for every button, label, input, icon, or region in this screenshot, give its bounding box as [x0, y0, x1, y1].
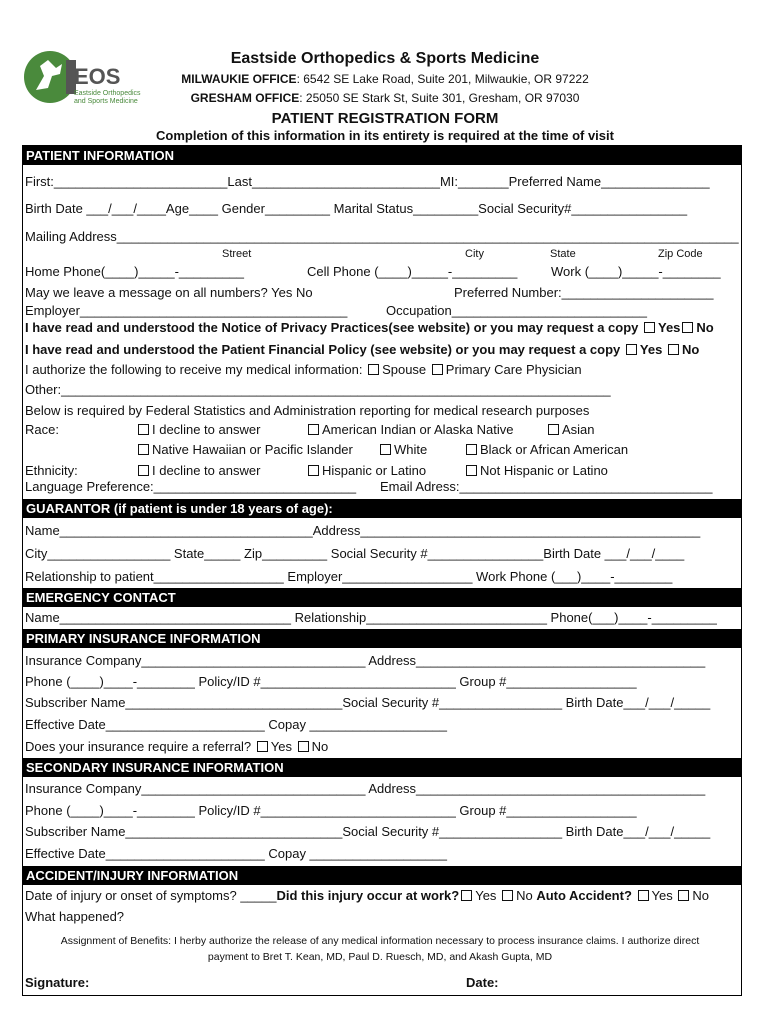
injury-row: Date of injury or onset of symptoms? _____Did this injury occur at work? Yes No Auto Accident? Yes No	[25, 888, 709, 903]
form-subtitle: Completion of this information in its entirety is required at the time of visit	[156, 128, 614, 143]
primary-effective-row[interactable]: Effective Date______________________ Copay ___________________	[25, 717, 447, 732]
secondary-company-row[interactable]: Insurance Company_______________________________ Address________________________________________	[25, 781, 706, 796]
section-primary: PRIMARY INSURANCE INFORMATION	[22, 629, 742, 648]
primary-subscriber-row[interactable]: Subscriber Name______________________________Social Security #_________________ Birth Date___/___/_____	[25, 695, 711, 710]
referral-row: Does your insurance require a referral? Yes No	[25, 739, 329, 754]
ethnicity-label: Ethnicity:	[25, 463, 78, 478]
ethnicity-decline[interactable]: I decline to answer	[136, 463, 260, 478]
assignment-of-benefits: Assignment of Benefits: I herby authorize the release of any medical information necessary to process insurance claims. I authorize direct payment to Bret T. Kean, MD, Paul D. Ruesch, MD, and Akash Gupta, MD	[60, 935, 700, 963]
privacy-no-checkbox[interactable]	[682, 322, 693, 333]
referral-yes-checkbox[interactable]	[257, 741, 268, 752]
authorize-row: I authorize the following to receive my medical information: Spouse Primary Care Physician	[25, 362, 582, 377]
guarantor-city-row[interactable]: City_________________ State_____ Zip_________ Social Security #________________Birth Date ___/___/____	[25, 546, 685, 561]
work-phone[interactable]: Work (____)_____-________	[551, 264, 721, 279]
financial-yes-checkbox[interactable]	[626, 344, 637, 355]
race-hawaiian[interactable]: Native Hawaiian or Pacific Islander	[136, 442, 353, 457]
what-happened-field[interactable]: What happened?	[25, 909, 125, 924]
section-secondary: SECONDARY INSURANCE INFORMATION	[22, 758, 742, 777]
employer-field[interactable]: Employer_____________________________________	[25, 303, 348, 318]
race-asian[interactable]: Asian	[546, 422, 595, 437]
label-city: City	[465, 248, 484, 260]
preferred-number[interactable]: Preferred Number:_____________________	[454, 285, 714, 300]
work-yes-checkbox[interactable]	[461, 890, 472, 901]
race-american-indian[interactable]: American Indian or Alaska Native	[306, 422, 513, 437]
race-black[interactable]: Black or African American	[464, 442, 628, 457]
auto-yes-checkbox[interactable]	[638, 890, 649, 901]
guarantor-relationship-row[interactable]: Relationship to patient__________________ Employer__________________ Work Phone (___)____-________	[25, 569, 673, 584]
form-title: PATIENT REGISTRATION FORM	[271, 110, 499, 127]
privacy-row: I have read and understood the Notice of Privacy Practices(see website) or you may request a copy Yes No	[25, 320, 714, 335]
label-zip: Zip Code	[658, 248, 703, 260]
privacy-yes-checkbox[interactable]	[644, 322, 655, 333]
financial-no-checkbox[interactable]	[668, 344, 679, 355]
label-street: Street	[222, 248, 252, 260]
other-field[interactable]: Other:____________________________________________________________________________	[25, 382, 611, 397]
work-no-checkbox[interactable]	[502, 890, 513, 901]
race-white[interactable]: White	[378, 442, 427, 457]
mailing-address-row[interactable]: Mailing Address______________________________________________________________________________________	[25, 229, 739, 244]
signature-box	[22, 965, 742, 995]
message-question[interactable]: May we leave a message on all numbers? Yes No	[25, 285, 313, 300]
section-accident: ACCIDENT/INJURY INFORMATION	[22, 866, 742, 885]
email-field[interactable]: Email Adress:___________________________________	[380, 479, 713, 494]
milwaukie-office: MILWAUKIE OFFICE: 6542 SE Lake Road, Suite 201, Milwaukie, OR 97222	[181, 72, 589, 86]
ethnicity-not-hispanic[interactable]: Not Hispanic or Latino	[464, 463, 608, 478]
guarantor-name-row[interactable]: Name___________________________________Address_______________________________________________	[25, 523, 701, 538]
svg-text:Eastside Orthopedics: Eastside Orthopedics	[74, 90, 141, 97]
cell-phone[interactable]: Cell Phone (____)_____-_________	[307, 264, 518, 279]
secondary-subscriber-row[interactable]: Subscriber Name______________________________Social Security #_________________ Birth Date___/___/_____	[25, 824, 711, 839]
primary-company-row[interactable]: Insurance Company_______________________________ Address________________________________________	[25, 653, 706, 668]
spouse-checkbox[interactable]	[368, 364, 379, 375]
svg-text:and Sports Medicine: and Sports Medicine	[74, 98, 138, 105]
secondary-effective-row[interactable]: Effective Date______________________ Copay ___________________	[25, 846, 447, 861]
auto-no-checkbox[interactable]	[678, 890, 689, 901]
secondary-phone-row[interactable]: Phone (____)____-________ Policy/ID #___________________________ Group #__________________	[25, 803, 637, 818]
signature-field[interactable]: Signature:	[25, 975, 90, 990]
home-phone[interactable]: Home Phone(____)_____-_________	[25, 264, 245, 279]
section-guarantor: GUARANTOR (if patient is under 18 years of age):	[22, 499, 742, 518]
label-state: State	[550, 248, 576, 260]
logo-text: EOS	[74, 64, 121, 89]
language-field[interactable]: Language Preference:____________________________	[25, 479, 357, 494]
section-patient: PATIENT INFORMATION	[22, 146, 742, 165]
gresham-office: GRESHAM OFFICE: 25050 SE Stark St, Suite 301, Gresham, OR 97030	[190, 91, 580, 105]
referral-no-checkbox[interactable]	[298, 741, 309, 752]
clinic-title: Eastside Orthopedics & Sports Medicine	[230, 50, 540, 67]
financial-row: I have read and understood the Patient Financial Policy (see website) or you may request a copy Yes No	[25, 342, 700, 357]
emergency-row[interactable]: Name________________________________ Relationship_________________________ Phone(___)____-_________	[25, 610, 717, 625]
race-label: Race:	[25, 422, 59, 437]
primary-phone-row[interactable]: Phone (____)____-________ Policy/ID #___________________________ Group #__________________	[25, 674, 637, 689]
pcp-checkbox[interactable]	[432, 364, 443, 375]
patient-birth-row[interactable]: Birth Date ___/___/____Age____ Gender_________ Marital Status_________Social Security#________________	[25, 201, 688, 216]
federal-note: Below is required by Federal Statistics and Administration reporting for medical research purposes	[25, 403, 590, 418]
patient-name-row[interactable]: First:________________________Last__________________________MI:_______Preferred Name_______________	[25, 174, 710, 189]
section-emergency: EMERGENCY CONTACT	[22, 588, 742, 607]
occupation-field[interactable]: Occupation___________________________	[386, 303, 647, 318]
date-field[interactable]: Date:	[466, 975, 499, 990]
race-decline[interactable]: I decline to answer	[136, 422, 260, 437]
ethnicity-hispanic[interactable]: Hispanic or Latino	[306, 463, 426, 478]
